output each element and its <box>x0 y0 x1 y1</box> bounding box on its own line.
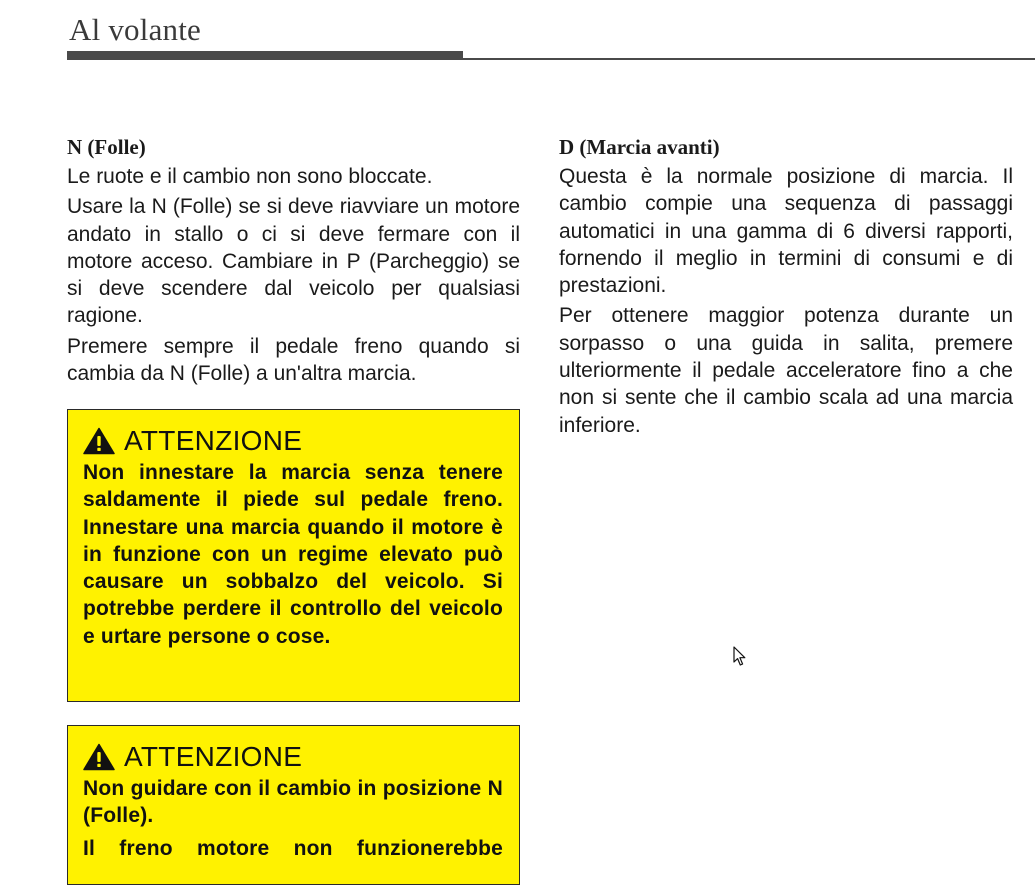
warning-header <box>83 426 503 456</box>
paragraph: Le ruote e il cambio non sono bloccate. <box>67 165 433 188</box>
warning-title: ATTENZIONE <box>124 741 303 772</box>
warning-header <box>83 742 503 772</box>
header-rule-thick <box>67 51 463 60</box>
left-column <box>67 133 520 390</box>
mouse-pointer-icon <box>733 646 747 667</box>
paragraph: Usare la N (Folle) se si deve riavviare un motore andato in stallo o ci si deve fermare con il motore acceso. Cambiare in P (Parcheggio) se si deve scendere dal veicolo per qualsiasi ragione. <box>67 195 520 328</box>
paragraph: Per ottenere maggior potenza durante un sorpasso o una guida in salita, premere ulteriormente il pedale acceleratore fino a che non si sente che il cambio scala ad una marcia inferiore. <box>559 304 1013 437</box>
right-column <box>559 133 1013 442</box>
warning-text: Il freno motore non funzionerebbe <box>83 836 503 860</box>
warning-box <box>67 725 520 885</box>
paragraph: Questa è la normale posizione di marcia. Il cambio compie una sequenza di passaggi automatici in una gamma di 6 diversi rapporti, fornendo il meglio in termini di consumi e di prestazioni. <box>559 165 1013 298</box>
warning-text: Non innestare la marcia senza tenere saldamente il piede sul pedale freno. Innestare una marcia quando il motore è in funzione con un regime elevato può causare un sobbalzo del veicolo. Si potrebbe perdere il controllo del veicolo e urtare persone o cose. <box>83 461 503 648</box>
warning-triangle-icon <box>83 743 115 771</box>
section-heading-neutral: N (Folle) <box>67 135 146 159</box>
warning-box <box>67 409 520 702</box>
warning-triangle-icon <box>83 427 115 455</box>
paragraph: Premere sempre il pedale freno quando si cambia da N (Folle) a un'altra marcia. <box>67 334 520 386</box>
header-rule-thin <box>463 58 1035 60</box>
header-title: Al volante <box>69 12 201 47</box>
section-heading-drive: D (Marcia avanti) <box>559 135 720 159</box>
warning-text: Non guidare con il cambio in posizione N (Folle). <box>83 777 503 828</box>
warning-title: ATTENZIONE <box>124 425 303 456</box>
